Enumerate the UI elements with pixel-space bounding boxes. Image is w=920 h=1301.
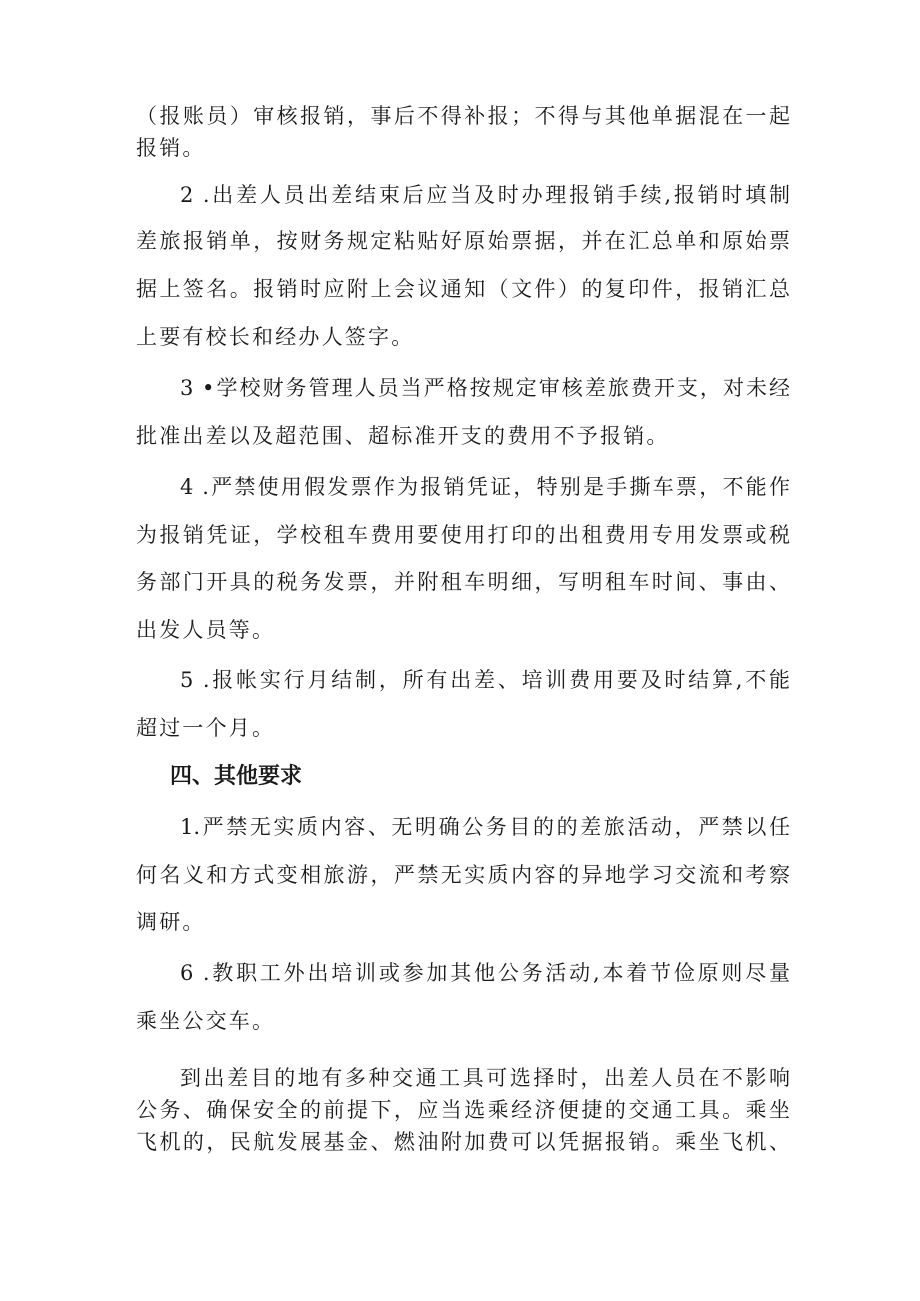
paragraph-line: 报销。 [136, 136, 206, 160]
paragraph-line: 1.严禁无实质内容、无明确公务目的的差旅活动，严禁以任 [180, 815, 790, 839]
paragraph-line: （报账员）审核报销，事后不得补报；不得与其他单据混在一起 [136, 104, 790, 128]
paragraph-line: 差旅报销单，按财务规定粘贴好原始票据，并在汇总单和原始票 [136, 229, 790, 253]
paragraph-line: 乘坐公交车。 [136, 1009, 276, 1033]
paragraph-line: 3 •学校财务管理人员当严格按规定审核差旅费开支，对未经 [180, 376, 790, 400]
paragraph-line: 何名义和方式变相旅游，严禁无实质内容的异地学习交流和考察 [136, 863, 790, 887]
paragraph-line: 据上签名。报销时应附上会议通知（文件）的复印件，报销汇总 [136, 277, 790, 301]
paragraph-line: 超过一个月。 [136, 716, 276, 740]
paragraph-line: 上要有校长和经办人签字。 [136, 325, 415, 349]
paragraph-line: 5 .报帐实行月结制，所有出差、培训费用要及时结算,不能 [180, 668, 790, 692]
paragraph-line: 出发人员等。 [136, 618, 276, 642]
paragraph-line: 公务、确保安全的前提下，应当选乘经济便捷的交通工具。乘坐 [136, 1098, 790, 1122]
paragraph-line: 为报销凭证，学校租车费用要使用打印的出租费用专用发票或税 [136, 523, 790, 547]
paragraph-line: 2 .出差人员出差结束后应当及时办理报销手续,报销时填制 [180, 183, 790, 207]
paragraph-line: 飞机的，民航发展基金、燃油附加费可以凭据报销。乘坐飞机、 [136, 1130, 790, 1154]
paragraph-line: 6 .教职工外出培训或参加其他公务活动,本着节俭原则尽量 [180, 961, 790, 985]
paragraph-line: 务部门开具的税务发票，并附租车明细，写明租车时间、事由、 [136, 570, 790, 594]
section-heading: 四、其他要求 [170, 764, 303, 789]
paragraph-line: 调研。 [136, 910, 206, 934]
paragraph-line: 4 .严禁使用假发票作为报销凭证，特别是手撕车票，不能作 [180, 475, 790, 499]
paragraph-line: 批准出差以及超范围、超标准开支的费用不予报销。 [136, 424, 670, 448]
paragraph-line: 到出差目的地有多种交通工具可选择时，出差人员在不影响 [180, 1066, 790, 1090]
